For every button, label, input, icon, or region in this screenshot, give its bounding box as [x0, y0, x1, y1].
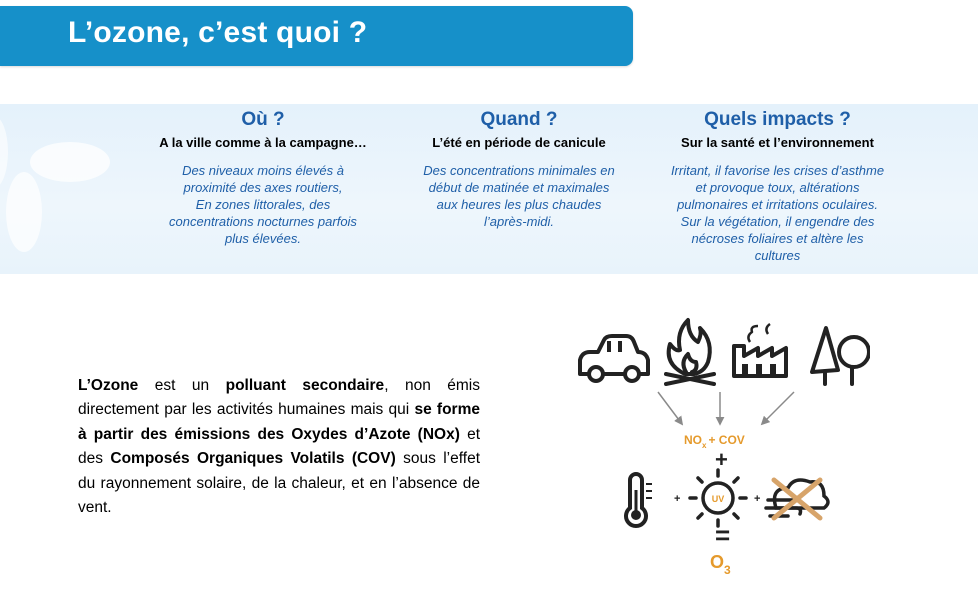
- ozone-formation-diagram: [570, 312, 870, 582]
- description-line: Irritant, il favorise les crises d’asthme: [670, 163, 885, 178]
- column-heading: Où ?: [241, 109, 285, 130]
- column-subheading: L’été en période de canicule: [432, 135, 606, 150]
- column-description: [640, 162, 915, 264]
- text-run: , non émis directement par les activités humaines mais qui: [78, 376, 481, 419]
- description-line: pulmonaires et irritations oculaires.: [677, 197, 878, 212]
- text-run: et des: [78, 425, 480, 468]
- page-title: L’ozone, c’est quoi ?: [68, 16, 368, 49]
- o3-label: $O_3$: [710, 552, 731, 577]
- trees-icon: [812, 328, 869, 384]
- description-line: En zones littorales, des: [195, 197, 331, 212]
- plus-small: +: [674, 493, 681, 505]
- fire-icon: [666, 320, 714, 384]
- column-heading: Quand ?: [480, 109, 558, 130]
- equals-sign: =: [715, 520, 731, 550]
- term-secondary-pollutant: polluant secondaire: [225, 376, 385, 394]
- term-nox: se forme à partir des émissions des Oxydes d’Azote (NOx): [78, 401, 480, 443]
- description-line: aux heures les plus chaudes: [436, 197, 602, 212]
- column-description: [118, 162, 408, 247]
- description-line: et provoque toux, altérations: [695, 180, 860, 195]
- text-run: est un: [138, 376, 226, 394]
- column-subheading: Sur la santé et l’environnement: [681, 135, 874, 150]
- title-bar: [0, 6, 633, 66]
- factory-icon: [734, 324, 786, 376]
- column-impacts: [640, 108, 915, 264]
- text-run: sous l’effet du rayonnement solaire, de la chaleur, et en l’absence de vent.: [78, 450, 480, 517]
- nox-label: $NO_x$ + COV: [684, 433, 745, 450]
- car-icon: [580, 336, 648, 381]
- plus-sign: +: [715, 447, 728, 472]
- column-heading: Quels impacts ?: [704, 109, 851, 130]
- term-cov: Composés Organiques Volatils (COV): [110, 450, 396, 468]
- plus-small: +: [754, 493, 761, 505]
- description-line: concentrations nocturnes parfois: [169, 214, 357, 229]
- description-line: plus élevées.: [225, 231, 301, 246]
- description-line: Sur la végétation, il engendre des: [680, 214, 875, 229]
- uv-label: UV: [711, 494, 725, 504]
- description-line: nécroses foliaires et altère les: [691, 231, 864, 246]
- ozone-explanation: [78, 374, 480, 522]
- info-band: [0, 104, 978, 274]
- description-line: l’après-midi.: [483, 214, 555, 229]
- description-line: proximité des axes routiers,: [183, 180, 343, 195]
- arrows: [658, 392, 794, 424]
- description-line: cultures: [754, 248, 801, 263]
- term-ozone: L’Ozone: [78, 376, 139, 394]
- column-where: [118, 108, 408, 247]
- description-line: Des concentrations minimales en: [423, 163, 615, 178]
- thermometer-icon: [626, 474, 652, 526]
- description-line: Des niveaux moins élevés à: [182, 163, 344, 178]
- column-when: [398, 108, 640, 230]
- description-line: début de matinée et maximales: [428, 180, 610, 195]
- column-description: [398, 162, 640, 230]
- column-subheading: A la ville comme à la campagne…: [159, 135, 367, 150]
